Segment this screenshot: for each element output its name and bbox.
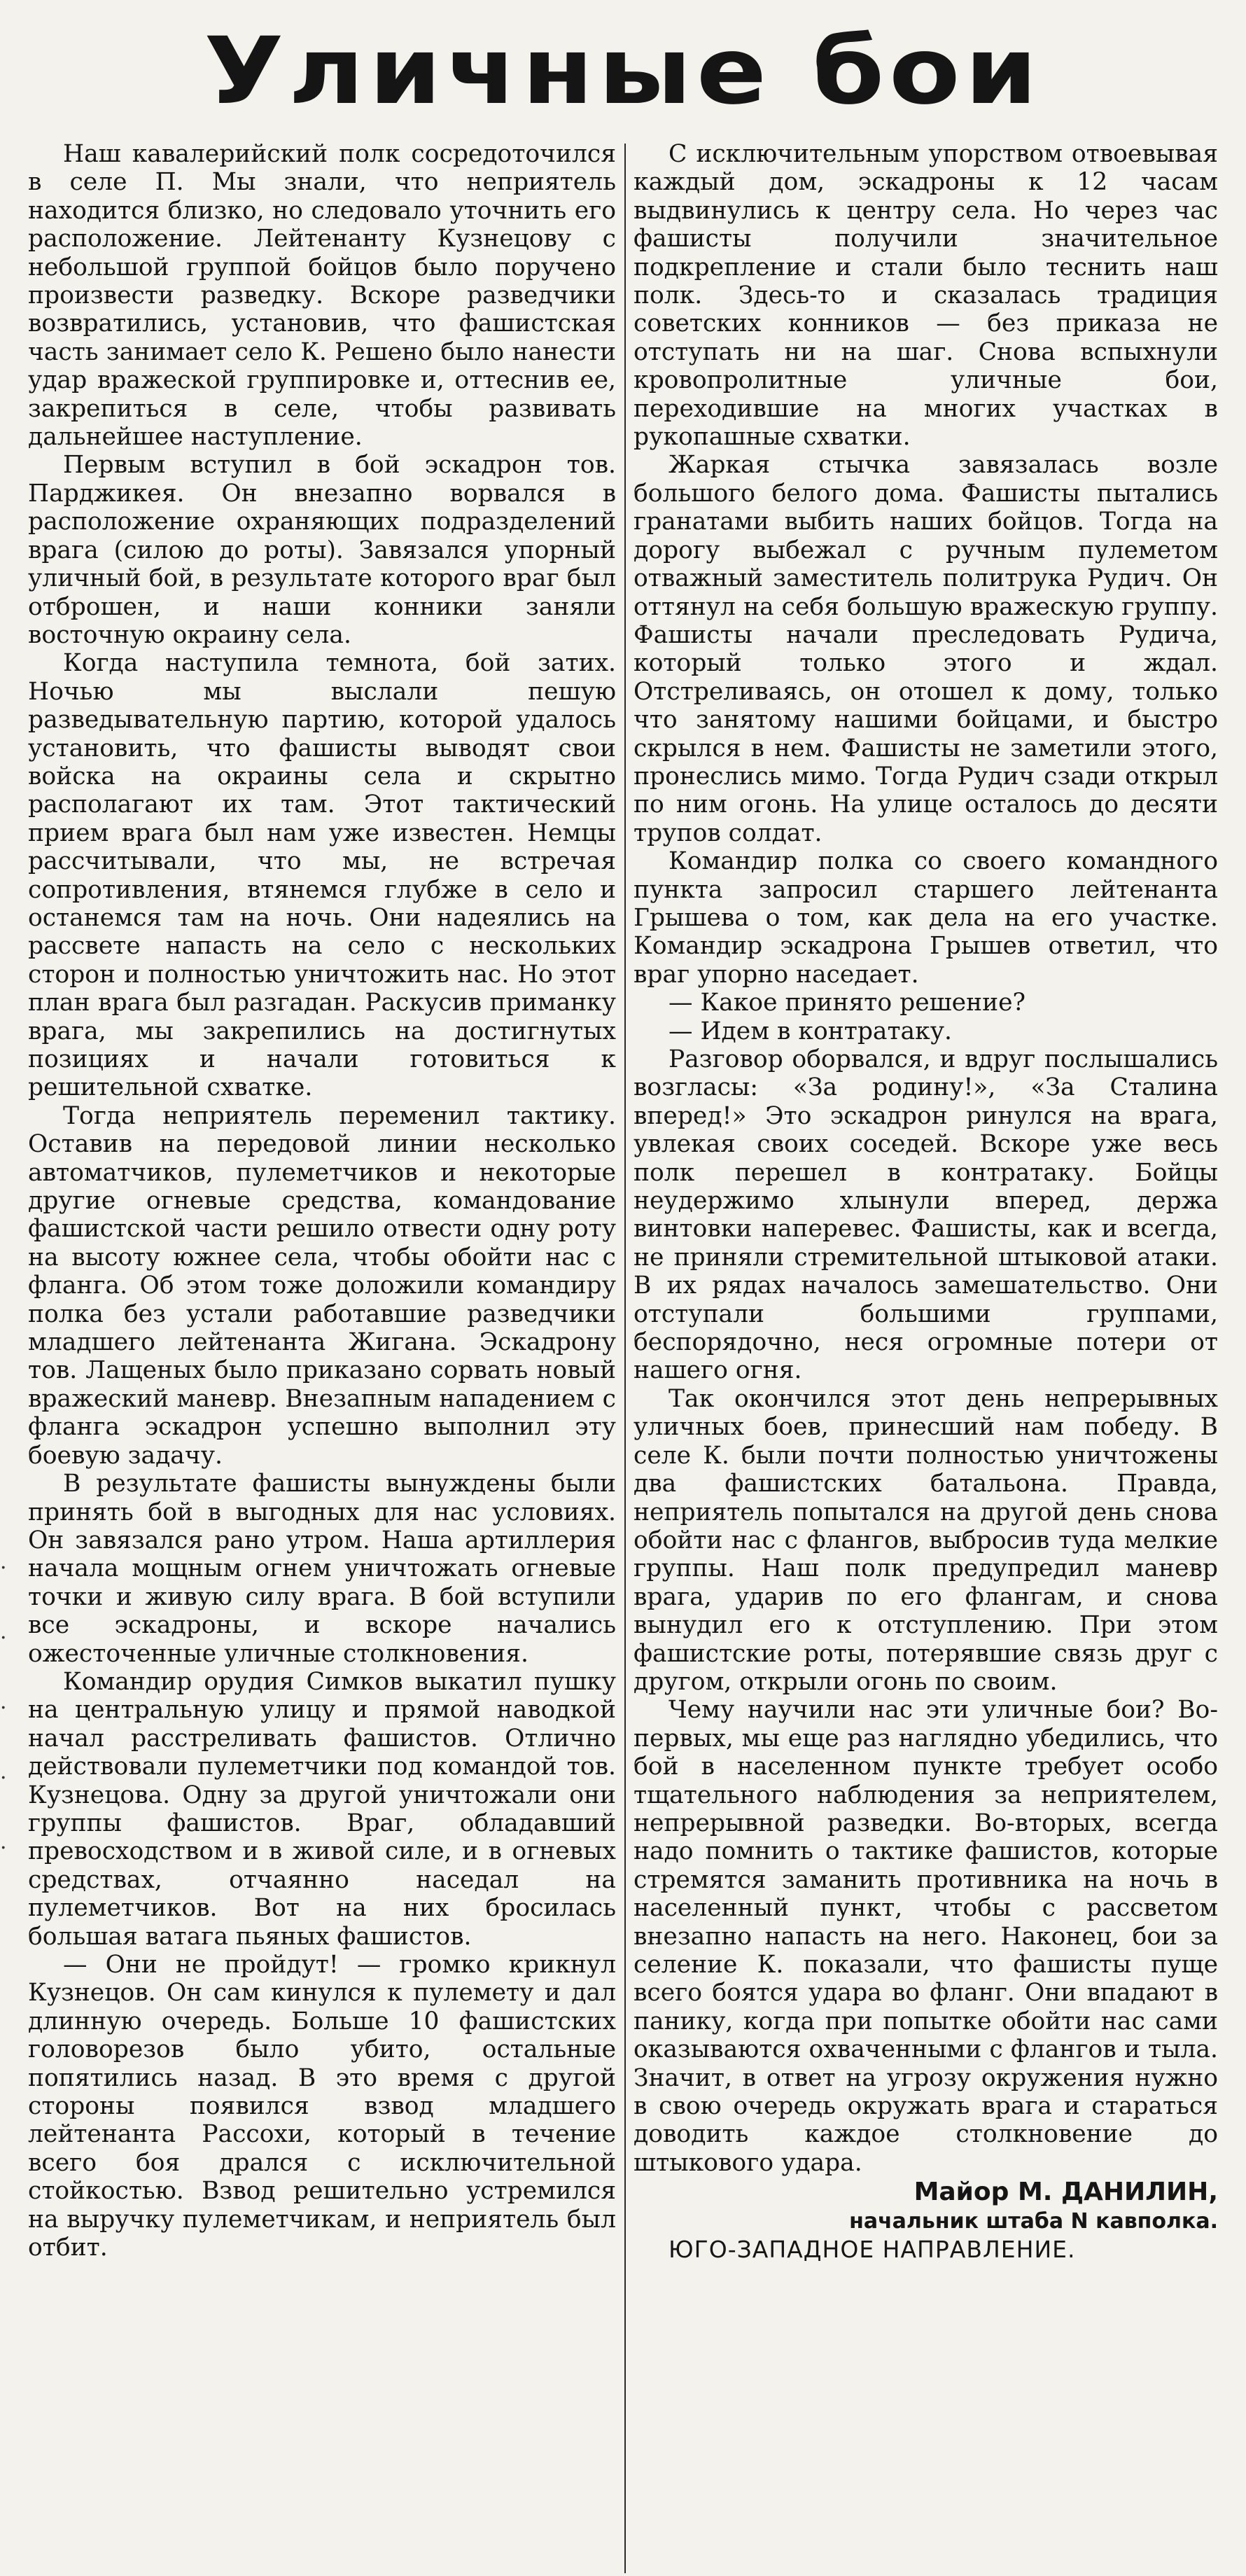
right-column [634, 140, 1218, 2264]
dialogue-line: — Какое принято решение? [668, 989, 1026, 1017]
paragraph: Первым вступил в бой эскадрон тов. Парджикея. Он внезапно ворвался в расположение охраняющих подразделений врага (силою до роты). Завязался упорный уличный бой, в результате которого враг был отброшен, и наши конники заняли восточную окраину села. [28, 451, 616, 649]
paragraph: Чему научили нас эти уличные бои? Во-первых, мы еще раз наглядно убедились, что бой в населенном пункте требует особо тщательного наблюдения за неприятелем, непрерывной разведки. Во-вторых, всегда надо помнить о тактике фашистов, которые стремятся заманить противника на ночь в населенный пункт, чтобы с рассветом внезапно напасть на него. Наконец, бои за селение К. показали, что фашисты пуще всего боятся удара во фланг. Они впадают в панику, когда при попытке обойти нас сами оказываются охваченными с флангов и тыла. Значит, в ответ на угрозу окружения нужно в свою очередь окружать врага и стараться доводить каждое столкновение до штыкового удара. [634, 1696, 1218, 2177]
paragraph: Тогда неприятель переменил тактику. Оставив на передовой линии несколько автоматчиков, пулеметчиков и некоторые другие огневые средства, командование фашистской части решило отвести одну роту на высоту южнее села, чтобы обойти нас с фланга. Об этом тоже доложили командиру полка без устали работавшие разведчики младшего лейтенанта Жигана. Эскадрону тов. Лащеных было приказано сорвать новый вражеский маневр. Внезапным нападением с фланга эскадрон успешно выполнил эту боевую задачу. [28, 1101, 616, 1470]
column-divider [624, 144, 626, 2573]
paragraph: Разговор оборвался, и вдруг послышались возгласы: «За родину!», «За Сталина вперед!» Это эскадрон ринулся на врага, увлекая своих соседей. Вскоре уже весь полк перешел в контратаку. Бойцы неудержимо хлынули вперед, держа винтовки наперевес. Фашисты, как и всегда, не приняли стремительной штыковой атаки. В их рядах началось замешательство. Они отступали большими группами, беспорядочно, неся огромные потери от нашего огня. [634, 1045, 1218, 1385]
paragraph: Жаркая стычка завязалась возле большого белого дома. Фашисты пытались гранатами выбить наших бойцов. Тогда на дорогу выбежал с ручным пулеметом отважный заместитель политрука Рудич. Он оттянул на себя большую вражескую группу. Фашисты начали преследовать Рудича, который только этого и ждал. Отстреливаясь, он отошел к дому, только что занятому нашими бойцами, и быстро скрылся в нем. Фашисты не заметили этого, пронеслись мимо. Тогда Рудич сзади открыл по ним огонь. На улице осталось до десяти трупов солдат. [634, 451, 1218, 847]
left-column [28, 140, 616, 2262]
paragraph: С исключительным упорством отвоевывая каждый дом, эскадроны к 12 часам выдвинулись к центру села. Но через час фашисты получили значительное подкрепление и стали было теснить наш полк. Здесь-то и сказалась традиция советских конников — без приказа не отступать ни на шаг. Снова вспыхнули кровопролитные уличные бои, переходившие на многих участках в рукопашные схватки. [634, 140, 1218, 452]
paragraph: В результате фашисты вынуждены были принять бой в выгодных для нас условиях. Он завязался рано утром. Наша артиллерия начала мощным огнем уничтожать огневые точки и живую силу врага. В бой вступили все эскадроны, и вскоре начались ожесточенные уличные столкновения. [28, 1470, 616, 1668]
paragraph: Командир орудия Симков выкатил пушку на центральную улицу и прямой наводкой начал расстреливать фашистов. Отлично действовали пулеметчики под командой тов. Кузнецова. Одну за другой уничтожали они группы фашистов. Враг, обладавший превосходством и в живой силе, и в огневых средствах, отчаянно наседал на пулеметчиков. Вот на них бросилась большая ватага пьяных фашистов. [28, 1667, 616, 1951]
article-title: Уличные бои [204, 18, 1042, 125]
paragraph: — Они не пройдут! — громко крикнул Кузнецов. Он сам кинулся к пулемету и дал длинную очередь. Больше 10 фашистских головорезов было убито, остальные попятились назад. В это время с другой стороны появился взвод младшего лейтенанта Рассохи, который в течение всего боя дрался с исключительной стойкостью. Взвод решительно устремился на выручку пулеметчикам, и неприятель был отбит. [28, 1951, 616, 2262]
author-title: начальник штаба N кавполка. [849, 2209, 1218, 2234]
dialogue-line: — Идем в контратаку. [668, 1017, 952, 1045]
author-name: Майор М. ДАНИЛИН, [913, 2178, 1218, 2207]
margin-marks: · · · · · [0, 1556, 7, 1860]
paragraph: Наш кавалерийский полк сосредоточился в селе П. Мы знали, что неприятель находится близко, но следовало уточнить его расположение. Лейтенанту Кузнецову с небольшой группой бойцов было поручено произвести разведку. Вскоре разведчики возвратились, установив, что фашистская часть занимает село К. Решено было нанести удар вражеской группировке и, оттеснив ее, закрепиться в селе, чтобы развивать дальнейшее наступление. [28, 140, 616, 452]
paragraph: Когда наступила темнота, бой затих. Ночью мы выслали пешую разведывательную партию, которой удалось установить, что фашисты выводят свои войска на окраины села и скрытно располагают их там. Этот тактический прием врага был нам уже известен. Немцы рассчитывали, что мы, не встречая сопротивления, втянемся глубже в село и останемся там на ночь. Они надеялись на рассвете напасть на село с нескольких сторон и полностью уничтожить нас. Но этот план врага был разгадан. Раскусив приманку врага, мы закрепились на достигнутых позициях и начали готовиться к решительной схватке. [28, 649, 616, 1102]
paragraph: Так окончился этот день непрерывных уличных боев, принесший нам победу. В селе К. были почти полностью уничтожены два фашистских батальона. Правда, неприятель попытался на другой день снова обойти нас с флангов, выбросив туда мелкие группы. Наш полк предупредил маневр врага, ударив по его флангам, и снова вынудил его к отступлению. При этом фашистские роты, потерявшие связь друг с другом, открыли огонь по своим. [634, 1384, 1218, 1696]
dateline: ЮГО-ЗАПАДНОЕ НАПРАВЛЕНИЕ. [668, 2236, 1076, 2264]
paragraph: Командир полка со своего командного пункта запросил старшего лейтенанта Грышева о том, как дела на его участке. Командир эскадрона Грышев ответил, что враг упорно наседает. [634, 847, 1218, 989]
